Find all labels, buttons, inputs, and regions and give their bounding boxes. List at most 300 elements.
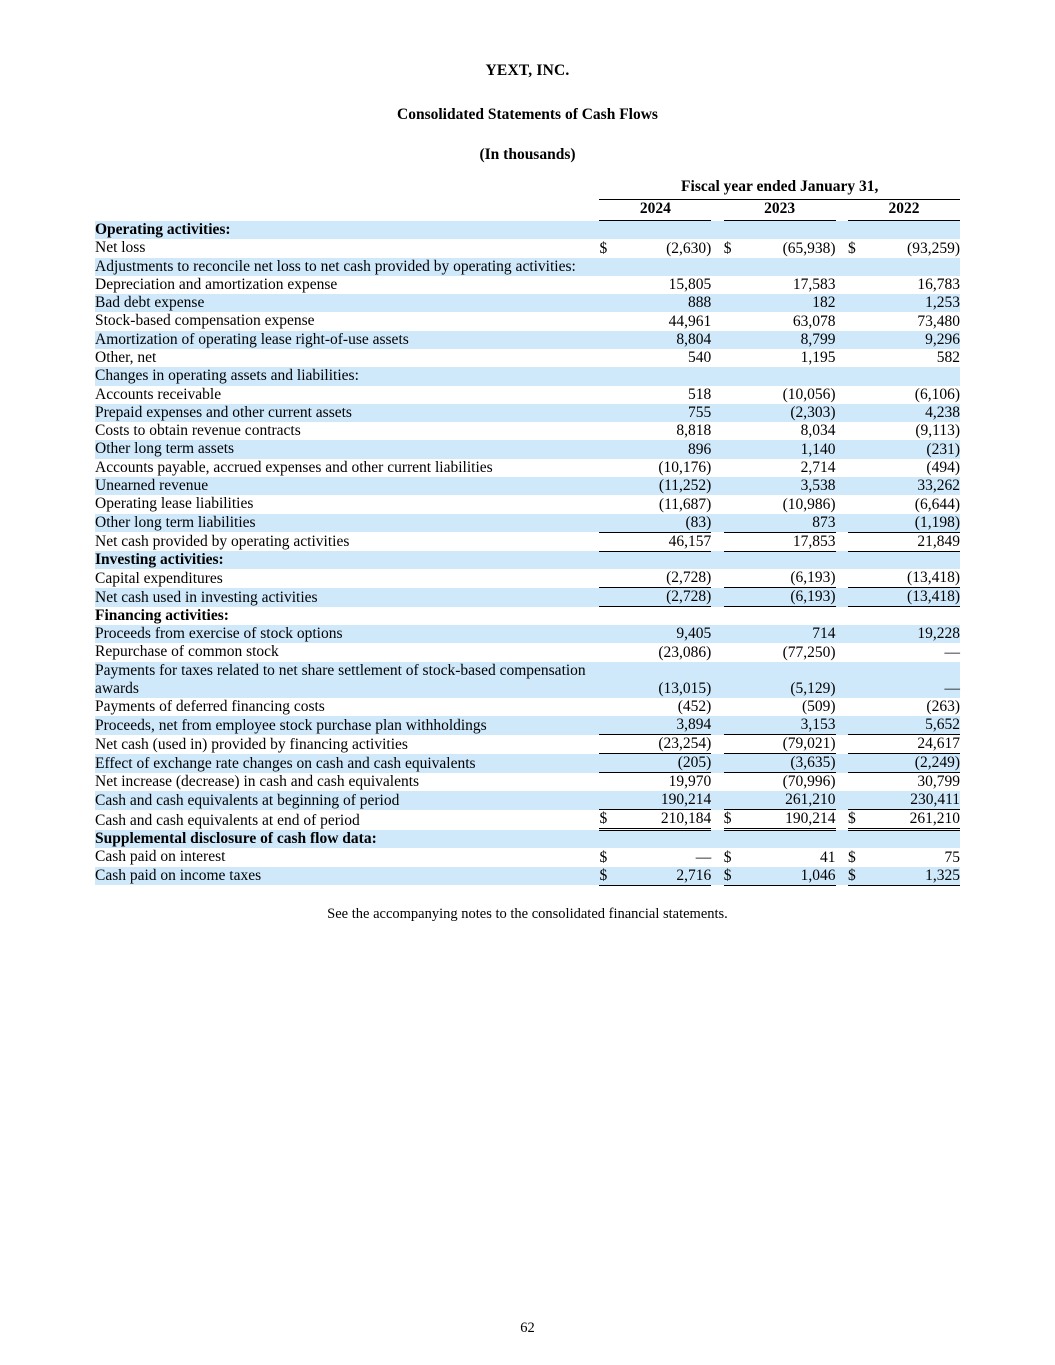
currency-symbol: $ xyxy=(848,867,875,886)
cell-value-2022: (13,418) xyxy=(875,569,960,588)
row-label: Cash paid on income taxes xyxy=(95,867,599,886)
cell-value-2023: 8,799 xyxy=(751,331,836,349)
column-gap xyxy=(711,643,723,661)
cell-value-2022: (6,106) xyxy=(875,386,960,404)
page-number: 62 xyxy=(520,1320,535,1336)
cell-value-2022 xyxy=(875,367,960,385)
column-gap xyxy=(836,386,848,404)
cell-value-2022: 16,783 xyxy=(875,276,960,294)
cell-value-2023: 1,140 xyxy=(751,440,836,458)
column-gap xyxy=(711,422,723,440)
cell-value-2023: (3,635) xyxy=(751,754,836,773)
cell-value-2024: 15,805 xyxy=(626,276,711,294)
table-row xyxy=(95,221,960,239)
currency-symbol xyxy=(724,773,751,792)
column-gap xyxy=(711,312,723,330)
table-body xyxy=(95,221,960,885)
cell-value-2022 xyxy=(875,551,960,569)
cell-value-2024: (23,086) xyxy=(626,643,711,661)
cell-value-2023 xyxy=(751,367,836,385)
column-gap xyxy=(711,386,723,404)
column-gap xyxy=(836,791,848,810)
currency-symbol xyxy=(599,349,626,367)
currency-symbol xyxy=(848,440,875,458)
row-label: Other long term assets xyxy=(95,440,599,458)
row-label: Costs to obtain revenue contracts xyxy=(95,422,599,440)
column-gap xyxy=(836,459,848,477)
currency-symbol: $ xyxy=(724,867,751,886)
cell-value-2023: (70,996) xyxy=(751,773,836,792)
cell-value-2022 xyxy=(875,258,960,276)
table-row xyxy=(95,440,960,458)
table-row xyxy=(95,716,960,735)
table-row xyxy=(95,477,960,495)
table-row xyxy=(95,569,960,588)
column-gap xyxy=(836,404,848,422)
cell-value-2024: 8,804 xyxy=(626,331,711,349)
currency-symbol xyxy=(848,386,875,404)
row-label: Payments for taxes related to net share settlement of stock-based compensation awards xyxy=(95,662,599,699)
table-row xyxy=(95,588,960,607)
cell-value-2022: — xyxy=(875,662,960,699)
currency-symbol xyxy=(599,258,626,276)
cell-value-2022: (1,198) xyxy=(875,514,960,533)
table-row xyxy=(95,294,960,312)
column-gap xyxy=(836,440,848,458)
table-row xyxy=(95,532,960,551)
currency-symbol xyxy=(724,349,751,367)
column-gap xyxy=(836,367,848,385)
currency-symbol xyxy=(724,367,751,385)
company-name: YEXT, INC. xyxy=(485,62,570,79)
currency-symbol: $ xyxy=(848,848,875,866)
row-label: Prepaid expenses and other current assets xyxy=(95,404,599,422)
cell-value-2023: 17,583 xyxy=(751,276,836,294)
column-gap xyxy=(836,830,848,848)
cell-value-2024 xyxy=(626,258,711,276)
row-label: Financing activities: xyxy=(95,607,599,625)
column-gap xyxy=(711,588,723,607)
table-row xyxy=(95,754,960,773)
table-row xyxy=(95,258,960,276)
row-label: Repurchase of common stock xyxy=(95,643,599,661)
table-row xyxy=(95,331,960,349)
cell-value-2022: 582 xyxy=(875,349,960,367)
currency-symbol xyxy=(848,349,875,367)
year-header-2022: 2022 xyxy=(848,200,960,221)
table-row xyxy=(95,495,960,513)
cell-value-2023: 3,153 xyxy=(751,716,836,735)
column-gap xyxy=(711,569,723,588)
currency-symbol xyxy=(848,791,875,810)
table-row xyxy=(95,810,960,830)
currency-symbol xyxy=(599,404,626,422)
currency-symbol xyxy=(724,495,751,513)
units-note: (In thousands) xyxy=(479,146,576,163)
cell-value-2024: (2,728) xyxy=(626,569,711,588)
column-gap xyxy=(836,276,848,294)
column-gap xyxy=(711,440,723,458)
column-gap xyxy=(711,221,723,239)
column-gap xyxy=(836,258,848,276)
currency-symbol xyxy=(848,422,875,440)
row-label: Depreciation and amortization expense xyxy=(95,276,599,294)
currency-symbol xyxy=(599,221,626,239)
currency-symbol xyxy=(599,588,626,607)
table-row xyxy=(95,607,960,625)
row-label: Proceeds from exercise of stock options xyxy=(95,625,599,643)
table-row xyxy=(95,698,960,716)
column-gap xyxy=(711,367,723,385)
table-row xyxy=(95,386,960,404)
table-row xyxy=(95,551,960,569)
column-gap xyxy=(836,754,848,773)
table-header xyxy=(95,178,960,221)
currency-symbol: $ xyxy=(599,810,626,830)
column-gap xyxy=(711,791,723,810)
cell-value-2022: (263) xyxy=(875,698,960,716)
column-gap xyxy=(711,625,723,643)
currency-symbol xyxy=(599,331,626,349)
currency-symbol xyxy=(848,773,875,792)
column-gap xyxy=(711,551,723,569)
currency-symbol: $ xyxy=(848,810,875,830)
currency-symbol xyxy=(724,422,751,440)
cell-value-2024: (2,728) xyxy=(626,588,711,607)
cell-value-2024: (10,176) xyxy=(626,459,711,477)
table-row xyxy=(95,367,960,385)
currency-symbol xyxy=(724,404,751,422)
cell-value-2023: 261,210 xyxy=(751,791,836,810)
currency-symbol xyxy=(848,459,875,477)
cell-value-2022: 5,652 xyxy=(875,716,960,735)
cell-value-2024: 190,214 xyxy=(626,791,711,810)
row-label: Cash paid on interest xyxy=(95,848,599,866)
row-label: Net cash used in investing activities xyxy=(95,588,599,607)
currency-symbol xyxy=(724,791,751,810)
cell-value-2024: 896 xyxy=(626,440,711,458)
row-label: Effect of exchange rate changes on cash and cash equivalents xyxy=(95,754,599,773)
cell-value-2024: (23,254) xyxy=(626,735,711,754)
currency-symbol xyxy=(848,662,875,699)
cell-value-2023: 3,538 xyxy=(751,477,836,495)
cell-value-2022: 19,228 xyxy=(875,625,960,643)
column-gap xyxy=(711,607,723,625)
cell-value-2023: (65,938) xyxy=(751,239,836,257)
cell-value-2022: 4,238 xyxy=(875,404,960,422)
currency-symbol xyxy=(848,331,875,349)
footnote: See the accompanying notes to the consolidated financial statements. xyxy=(327,905,728,922)
cell-value-2022: 9,296 xyxy=(875,331,960,349)
cell-value-2022: 30,799 xyxy=(875,773,960,792)
cell-value-2024: — xyxy=(626,848,711,866)
cell-value-2023 xyxy=(751,607,836,625)
currency-symbol xyxy=(848,367,875,385)
currency-symbol xyxy=(848,221,875,239)
table-row xyxy=(95,276,960,294)
cell-value-2023 xyxy=(751,221,836,239)
column-gap xyxy=(836,331,848,349)
column-gap xyxy=(836,735,848,754)
cell-value-2023 xyxy=(751,551,836,569)
column-gap xyxy=(711,698,723,716)
column-gap xyxy=(836,698,848,716)
currency-symbol xyxy=(724,276,751,294)
year-header-2024: 2024 xyxy=(599,200,711,221)
currency-symbol xyxy=(599,791,626,810)
currency-symbol xyxy=(599,532,626,551)
column-gap xyxy=(711,258,723,276)
row-label: Supplemental disclosure of cash flow data: xyxy=(95,830,599,848)
cell-value-2023: 63,078 xyxy=(751,312,836,330)
currency-symbol xyxy=(599,477,626,495)
currency-symbol xyxy=(599,294,626,312)
column-gap xyxy=(711,294,723,312)
column-gap xyxy=(836,643,848,661)
currency-symbol xyxy=(724,221,751,239)
cell-value-2024: 8,818 xyxy=(626,422,711,440)
currency-symbol xyxy=(724,331,751,349)
currency-symbol xyxy=(724,532,751,551)
cell-value-2023: 1,046 xyxy=(751,867,836,886)
currency-symbol xyxy=(599,716,626,735)
row-label: Proceeds, net from employee stock purchase plan withholdings xyxy=(95,716,599,735)
row-label: Amortization of operating lease right-of-use assets xyxy=(95,331,599,349)
cell-value-2022: 21,849 xyxy=(875,532,960,551)
column-gap xyxy=(836,495,848,513)
row-label: Bad debt expense xyxy=(95,294,599,312)
table-row xyxy=(95,773,960,792)
currency-symbol xyxy=(848,830,875,848)
row-label: Net increase (decrease) in cash and cash equivalents xyxy=(95,773,599,792)
column-gap xyxy=(836,607,848,625)
currency-symbol: $ xyxy=(848,239,875,257)
cell-value-2024: 46,157 xyxy=(626,532,711,551)
currency-symbol xyxy=(599,514,626,533)
currency-symbol xyxy=(599,698,626,716)
currency-symbol xyxy=(724,625,751,643)
currency-symbol xyxy=(848,643,875,661)
cell-value-2023: 41 xyxy=(751,848,836,866)
column-gap xyxy=(711,331,723,349)
row-label: Operating activities: xyxy=(95,221,599,239)
column-gap xyxy=(711,459,723,477)
cell-value-2024: 755 xyxy=(626,404,711,422)
column-gap xyxy=(711,754,723,773)
cell-value-2022 xyxy=(875,830,960,848)
cell-value-2023: 8,034 xyxy=(751,422,836,440)
currency-symbol xyxy=(724,294,751,312)
column-gap xyxy=(711,514,723,533)
table-row xyxy=(95,404,960,422)
cell-value-2024: (205) xyxy=(626,754,711,773)
currency-symbol xyxy=(724,440,751,458)
table-row xyxy=(95,867,960,886)
cell-value-2023: 714 xyxy=(751,625,836,643)
table-row xyxy=(95,848,960,866)
row-label: Changes in operating assets and liabilities: xyxy=(95,367,599,385)
row-label: Other long term liabilities xyxy=(95,514,599,533)
cell-value-2023: (6,193) xyxy=(751,588,836,607)
cell-value-2023: 2,714 xyxy=(751,459,836,477)
column-gap xyxy=(836,625,848,643)
cell-value-2023: (5,129) xyxy=(751,662,836,699)
table-row xyxy=(95,312,960,330)
column-gap xyxy=(836,477,848,495)
currency-symbol xyxy=(599,830,626,848)
cell-value-2022: 1,253 xyxy=(875,294,960,312)
cell-value-2022: 75 xyxy=(875,848,960,866)
cell-value-2022: (9,113) xyxy=(875,422,960,440)
column-gap xyxy=(836,773,848,792)
cell-value-2022: 24,617 xyxy=(875,735,960,754)
currency-symbol xyxy=(848,754,875,773)
row-label: Payments of deferred financing costs xyxy=(95,698,599,716)
currency-symbol xyxy=(599,569,626,588)
currency-symbol xyxy=(848,495,875,513)
currency-symbol xyxy=(724,716,751,735)
cell-value-2023: 873 xyxy=(751,514,836,533)
cell-value-2024 xyxy=(626,551,711,569)
currency-symbol xyxy=(848,514,875,533)
table-row xyxy=(95,662,960,699)
currency-symbol xyxy=(724,477,751,495)
currency-symbol xyxy=(724,754,751,773)
cell-value-2022: 230,411 xyxy=(875,791,960,810)
header-year-row xyxy=(95,200,960,221)
cell-value-2024: 888 xyxy=(626,294,711,312)
column-gap xyxy=(711,848,723,866)
currency-symbol xyxy=(848,532,875,551)
statement-title: Consolidated Statements of Cash Flows xyxy=(397,106,658,123)
currency-symbol xyxy=(599,551,626,569)
cell-value-2022: — xyxy=(875,643,960,661)
cell-value-2023 xyxy=(751,830,836,848)
cell-value-2022 xyxy=(875,607,960,625)
table-row xyxy=(95,239,960,257)
row-label: Stock-based compensation expense xyxy=(95,312,599,330)
column-gap xyxy=(711,532,723,551)
currency-symbol xyxy=(599,386,626,404)
currency-symbol xyxy=(599,754,626,773)
cell-value-2024 xyxy=(626,367,711,385)
cell-value-2022: (2,249) xyxy=(875,754,960,773)
cell-value-2024: 19,970 xyxy=(626,773,711,792)
currency-symbol xyxy=(724,735,751,754)
cell-value-2022: 73,480 xyxy=(875,312,960,330)
table-row xyxy=(95,625,960,643)
currency-symbol xyxy=(599,773,626,792)
currency-symbol xyxy=(724,662,751,699)
column-gap xyxy=(836,422,848,440)
column-gap xyxy=(836,221,848,239)
currency-symbol xyxy=(724,551,751,569)
row-label: Cash and cash equivalents at end of period xyxy=(95,810,599,830)
column-gap xyxy=(836,294,848,312)
table-row xyxy=(95,422,960,440)
currency-symbol xyxy=(599,367,626,385)
currency-symbol xyxy=(724,643,751,661)
currency-symbol xyxy=(848,588,875,607)
cell-value-2023: (509) xyxy=(751,698,836,716)
currency-symbol xyxy=(599,312,626,330)
table-row xyxy=(95,349,960,367)
row-label: Investing activities: xyxy=(95,551,599,569)
column-gap xyxy=(711,276,723,294)
column-gap xyxy=(836,569,848,588)
cell-value-2024: (452) xyxy=(626,698,711,716)
cell-value-2024: 3,894 xyxy=(626,716,711,735)
currency-symbol xyxy=(724,569,751,588)
currency-symbol xyxy=(724,386,751,404)
cell-value-2022: (231) xyxy=(875,440,960,458)
currency-symbol xyxy=(599,735,626,754)
cell-value-2024: 2,716 xyxy=(626,867,711,886)
row-label: Net loss xyxy=(95,239,599,257)
period-header: Fiscal year ended January 31, xyxy=(599,178,960,200)
cell-value-2022: (93,259) xyxy=(875,239,960,257)
currency-symbol xyxy=(848,276,875,294)
column-gap xyxy=(836,514,848,533)
currency-symbol: $ xyxy=(599,867,626,886)
currency-symbol xyxy=(848,625,875,643)
currency-symbol xyxy=(599,276,626,294)
column-gap xyxy=(836,716,848,735)
cash-flow-table xyxy=(95,178,960,886)
table-row xyxy=(95,830,960,848)
cell-value-2024: (11,687) xyxy=(626,495,711,513)
currency-symbol: $ xyxy=(724,810,751,830)
table-row xyxy=(95,791,960,810)
currency-symbol: $ xyxy=(724,848,751,866)
cell-value-2023: 1,195 xyxy=(751,349,836,367)
row-label: Other, net xyxy=(95,349,599,367)
cell-value-2023: (10,986) xyxy=(751,495,836,513)
currency-symbol xyxy=(599,625,626,643)
row-label: Net cash (used in) provided by financing activities xyxy=(95,735,599,754)
cell-value-2024: 518 xyxy=(626,386,711,404)
cell-value-2024: (11,252) xyxy=(626,477,711,495)
currency-symbol xyxy=(848,735,875,754)
currency-symbol xyxy=(599,422,626,440)
cell-value-2023: (2,303) xyxy=(751,404,836,422)
cell-value-2024: 44,961 xyxy=(626,312,711,330)
row-label: Unearned revenue xyxy=(95,477,599,495)
currency-symbol xyxy=(848,404,875,422)
cell-value-2024 xyxy=(626,607,711,625)
column-gap xyxy=(836,588,848,607)
column-gap xyxy=(711,810,723,830)
cell-value-2024: (2,630) xyxy=(626,239,711,257)
column-gap xyxy=(711,773,723,792)
currency-symbol xyxy=(848,477,875,495)
column-gap xyxy=(836,848,848,866)
currency-symbol: $ xyxy=(599,239,626,257)
cell-value-2023: (6,193) xyxy=(751,569,836,588)
currency-symbol xyxy=(599,607,626,625)
currency-symbol xyxy=(848,698,875,716)
currency-symbol xyxy=(848,258,875,276)
currency-symbol: $ xyxy=(724,239,751,257)
currency-symbol xyxy=(848,607,875,625)
column-gap xyxy=(836,810,848,830)
currency-symbol xyxy=(848,551,875,569)
currency-symbol xyxy=(724,830,751,848)
year-header-2023: 2023 xyxy=(724,200,836,221)
column-gap xyxy=(836,239,848,257)
column-gap xyxy=(836,867,848,886)
cell-value-2022 xyxy=(875,221,960,239)
